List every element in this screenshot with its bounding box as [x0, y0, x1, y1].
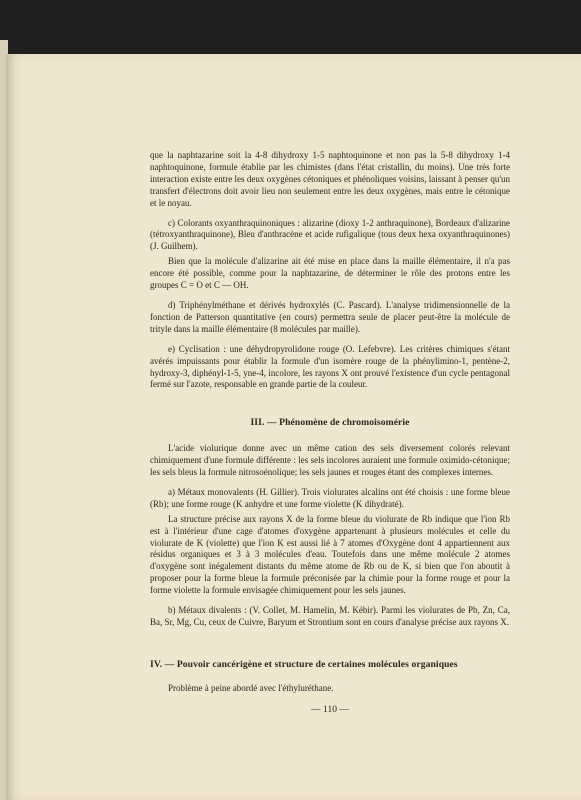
section-heading-iv [150, 659, 510, 671]
paragraph-acide-violurique: L'acide violurique donne avec un même cation des sels diversement colorés relevant chimiquement d'une formule différente : les sels incolores auraient une formule oximido-cétonique; les sels bleus la formule nitrosoénolique; les sels jaunes et rouges étant des complexes internes. [150, 443, 510, 478]
paragraph-structure-rayons-x: La structure précise aux rayons X de la forme bleue du violurate de Rb indique que l'ion Rb est à l'intérieur d'une cage d'atomes d'oxygène appartenant à plusieurs molécules et celle du violurate de K (violette) que l'ion K est aussi lié à 7 atomes d'Oxygène dont 4 appartiennent aux résidus organiques et 3 à 3 molécules d'eau. Toutefois dans une même molécule 2 atomes d'oxygène sont inégalement distants du même atome de Rb ou de K, si bien que l'on aboutit à proposer pour la forme bleue la formule préconisée par la chimie pour la forme rouge et pour la forme violette la formule envisagée chimiquement pour les sels jaunes. [150, 513, 510, 596]
paragraph-cyclisation: e) Cyclisation : une déhydropyrolidone rouge (O. Lefebvre). Les critères chimiques s'étant avérés impuissants pour établir la formule d'un isomère rouge de la phénylimino-1, pentène-2, hydroxy-3, diphényl-1-5, yne-4, incolore, les rayons X ont prouvé l'existence d'un cycle pentagonal fermé sur l'azote, responsable en grande partie de la couleur. [150, 343, 510, 390]
section-heading-iii: III. — Phénomène de chromoisomérie [250, 417, 410, 429]
paragraph-metaux-monovalents: a) Métaux monovalents (H. Gillier). Trois violurates alcalins ont été choisis : une forme bleue (Rb); une forme rouge (K anhydre et une forme violette (K dihydraté). [150, 486, 510, 509]
paragraph-naphtazarine: que la naphtazarine soit la 4-8 dihydroxy 1-5 naphtoquinone et non pas la 5-8 dihydroxy 1-4 naphtoquinone, formule établie par les chimistes (dans l'état cristallin, du moins). Une très forte interaction existe entre les deux oxygènes cétoniques et phénoliques voisins, laissant à penser qu'un transfert d'électrons doit avoir lieu non seulement entre les deux oxygènes, mais entre le cétonique et le noyau. [150, 150, 510, 208]
paragraph-ethylurethane: Problème à peine abordé avec l'éthyluréthane. [168, 682, 334, 693]
paragraph-alizarine: Bien que la molécule d'alizarine ait été mise en place dans la maille élémentaire, il n'a pas encore été possible, comme pour la naphtazarine, de déterminer le rôle des protons entre les groupes C = O et C — OH. [150, 256, 510, 291]
document-body [150, 150, 510, 695]
section-heading-iv-text: IV. — Pouvoir cancérigène et structure de certaines molécules organiques [150, 658, 458, 670]
paragraph-triphenylmethane: d) Triphénylméthane et dérivés hydroxylés (C. Pascard). L'analyse tridimensionnelle de la fonction de Patterson quantitative (en cours) permettra seule de placer peut-être la molécule de trityle dans la maille élémentaire (8 molécules par maille). [150, 299, 510, 334]
paragraph-metaux-divalents: b) Métaux divalents : (V. Collet, M. Hamelin, M. Kébir). Parmi les violurates de Pb, Zn, Ca, Ba, Sr, Mg, Cu, ceux de Cuivre, Baryum et Strontium sont en cours d'analyse précise aux rayons X. [150, 605, 510, 627]
paragraph-colorants: c) Colorants oxyanthraquinoniques : alizarine (dioxy 1-2 anthraquinone), Bordeaux d'alizarine (tétroxyanthraquinone), Bleu d'anthracène et acide rufigalique (tous deux hexa oxyanthraquinones) (J. Guilhem). [150, 217, 510, 252]
page-number: — 110 — [311, 705, 349, 715]
